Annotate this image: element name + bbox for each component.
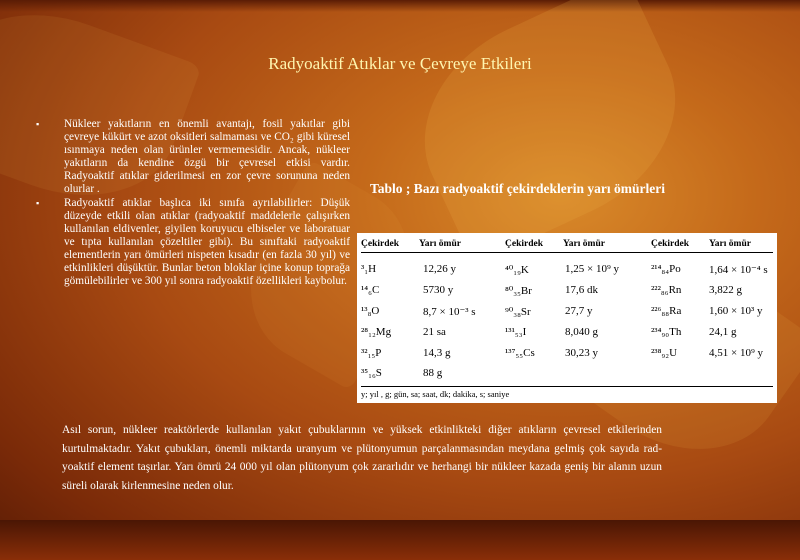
top-band (0, 0, 800, 12)
halflife-cell: 24,1 g (709, 326, 737, 338)
halflife-table (357, 233, 777, 403)
halflife-cell: 30,23 y (565, 347, 598, 359)
halflife-cell: 4,51 × 10⁹ y (709, 347, 764, 359)
body-paragraph: Asıl sorun, nükleer reaktörlerde kullanılan yakıt çubuklarının ve yüksek etkinlikteki diğer atıkların çevresel etkilerinden kurtulmaktadır. Yakıt çubukları, önemli miktarda uranyum ve plütonyumun parçalanmasından meydana gelmiş çok sayıda rad-yoaktif element taşırlar. Yarı ömrü 24 000 yıl olan plütonyum çok zararlıdır ve herhangi bir nükleer kazada geniş bir alanın uzun süreli olarak kirlenmesine neden olur. (62, 424, 662, 492)
halflife-cell: 5730 y (423, 284, 454, 296)
nuclide-cell: ¹³⁷₅₅Cs (505, 347, 535, 359)
nuclide-cell: ²¹⁴₈₄Po (651, 263, 681, 275)
table-header: Çekirdek (505, 239, 543, 249)
table-rule (361, 252, 773, 253)
table-caption: Tablo ; Bazı radyoaktif çekirdeklerin yarı ömürleri (370, 181, 665, 196)
halflife-cell: 12,26 y (423, 263, 456, 275)
halflife-cell: 14,3 g (423, 347, 451, 359)
halflife-cell: 21 sa (423, 326, 446, 338)
nuclide-cell: ¹³¹₅₃I (505, 326, 527, 338)
table-header: Yarı ömür (419, 239, 461, 249)
halflife-cell: 88 g (423, 367, 443, 379)
bullet-list (36, 118, 350, 290)
halflife-cell: 8,040 g (565, 326, 598, 338)
nuclide-cell: ²³⁴₉₀Th (651, 326, 682, 338)
nuclide-cell: ⁹⁰₃₈Sr (505, 306, 531, 318)
bullet-item (36, 197, 350, 287)
halflife-cell: 1,64 × 10⁻⁴ s (709, 264, 768, 276)
table-header: Yarı ömür (709, 239, 751, 249)
nuclide-cell: ³⁵₁₆S (361, 367, 382, 379)
nuclide-cell: ³²₁₅P (361, 347, 382, 359)
leaf-decoration (390, 0, 710, 266)
nuclide-cell: ²²²₈₆Rn (651, 284, 682, 296)
nuclide-cell: ²³⁸₉₂U (651, 347, 678, 359)
bullet-icon: ▪ (36, 119, 40, 129)
nuclide-cell: ⁴⁰₁₉K (505, 264, 529, 276)
table-header: Çekirdek (361, 239, 399, 249)
nuclide-cell: ¹⁴₆C (361, 284, 380, 296)
bullet-text: Nükleer yakıtların en önemli avantajı, fosil yakıtlar gibi çevreye kükürt ve azot oksitleri salmaması ve CO₂ gibi küresel ısınmaya neden olan ürünler vermemesidir. Ancak, nükleer yakıtların da kendine özgü bir çevresel etkisi vardır. Radyoaktif atıklar giderilmesi en zor çevre sorununa neden olurlar . (64, 118, 350, 195)
halflife-cell: 3,822 g (709, 284, 742, 296)
bullet-text: Radyoaktif atıklar başlıca iki sınıfa ayrılabilirler: Düşük düzeyde etkili olan atıklar (radyoaktif maddelerle çalışırken kullanılan eldivenler, giyilen koruyucu elbiseler ve laboratuar ve tıpta kullanılan çözeltiler gibi). Bu sınıftaki radyoaktif elementlerin yarı ömürleri nispeten kısadır (en fazla 30 yıl) ve etkinlikleri düşüktür. Bunlar beton bloklar içine konup toprağa gömülebilirler ve 300 yıl sonra radyoaktif özellikleri kaybolur. (64, 197, 350, 287)
nuclide-cell: ¹³₈O (361, 305, 380, 317)
nuclide-cell: ⁸⁰₃₅Br (505, 285, 532, 297)
nuclide-cell: ²⁸₁₂Mg (361, 326, 392, 338)
nuclide-cell: ²²⁶₈₈Ra (651, 305, 682, 317)
halflife-cell: 17,6 dk (565, 284, 598, 296)
slide-title: Radyoaktif Atıklar ve Çevreye Etkileri (268, 54, 532, 73)
halflife-cell: 27,7 y (565, 305, 593, 317)
bullet-item (36, 118, 350, 195)
table-rule (361, 386, 773, 387)
halflife-cell: 8,7 × 10⁻³ s (423, 306, 476, 318)
table-header: Çekirdek (651, 239, 689, 249)
halflife-cell: 1,60 × 10³ y (709, 305, 763, 317)
halflife-cell: 1,25 × 10⁹ y (565, 263, 620, 275)
table-footnote: y; yıl , g; gün, sa; saat, dk; dakika, s; saniye (361, 389, 510, 399)
table-header: Yarı ömür (563, 239, 605, 249)
nuclide-cell: ³₁H (361, 263, 377, 275)
bottom-band (0, 520, 800, 560)
bullet-icon: ▪ (36, 198, 40, 209)
